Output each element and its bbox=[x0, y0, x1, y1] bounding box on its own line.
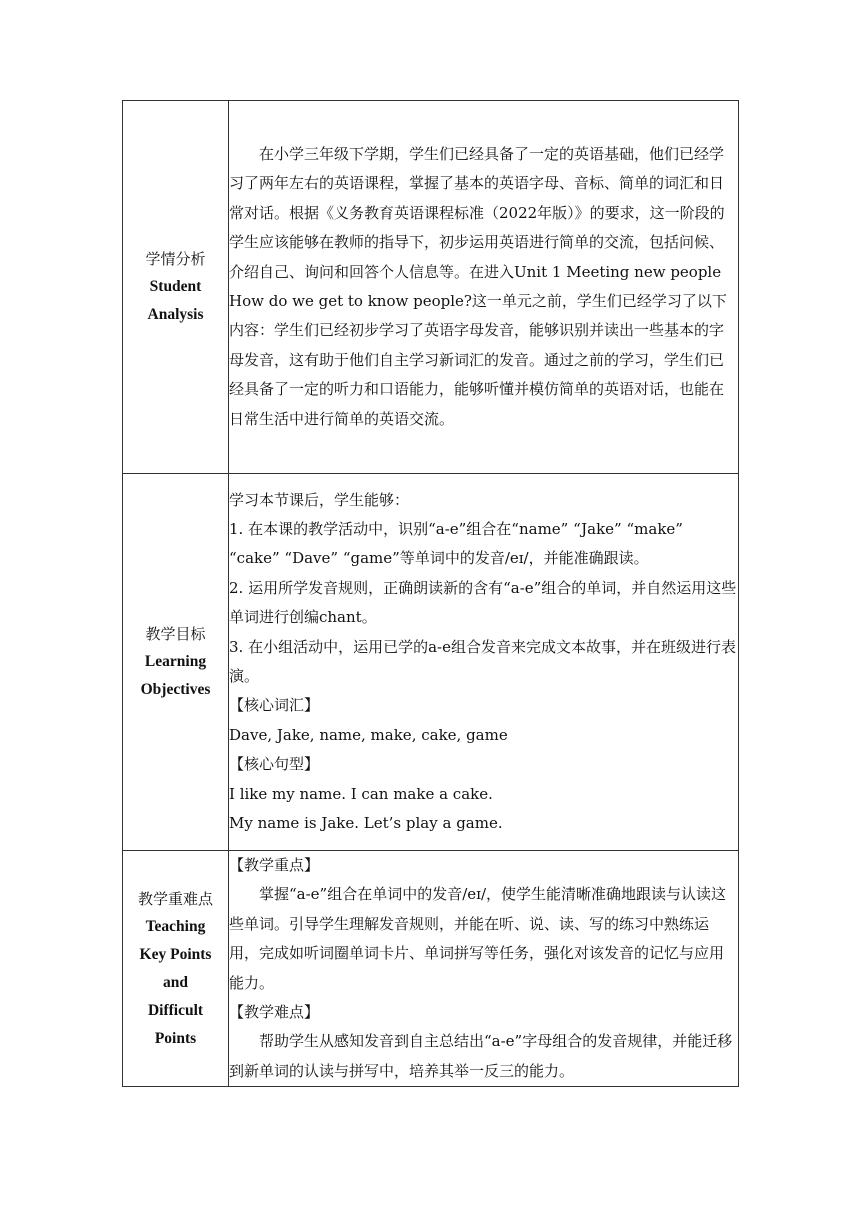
table-row-student-analysis bbox=[123, 101, 739, 474]
label-en-line: and bbox=[163, 973, 188, 991]
key-points-text: 掌握“a-e”组合在单词中的发音/eɪ/，使学生能清晰准确地跟读与认读这些单词。引导学生理解发音规则，并能在听、说、读、写的练习中熟练运用，完成如听词圈单词卡片、单词拼写等任务，强化对该发音的记忆与应用能力。 bbox=[229, 885, 727, 992]
table-row-key-difficult-points bbox=[123, 851, 739, 1087]
analysis-paragraph: 在小学三年级下学期，学生们已经具备了一定的英语基础，他们已经学习了两年左右的英语课程，掌握了基本的英语字母、音标、简单的词汇和日常对话。根据《义务教育英语课程标准（2022年版）》的要求，这一阶段的学生应该能够在教师的指导下，初步运用英语进行简单的交流，包括问候、介绍自己、询问和回答个人信息等。在进入Unit 1 Meeting new people How do we get to know people?这一单元之前，学生们已经学习了以下内容：学生们已经初步学习了英语字母发音，能够识别并读出一些基本的字母发音，这有助于他们自主学习新词汇的发音。通过之前的学习，学生们已经具备了一定的听力和口语能力，能够听懂并模仿简单的英语对话，也能在日常生活中进行简单的英语交流。 bbox=[229, 144, 727, 428]
label-cn: 教学重难点 bbox=[137, 889, 213, 908]
label-en-line: Teaching bbox=[145, 917, 206, 935]
key-points-heading: 【教学重点】 bbox=[229, 856, 320, 874]
row-label bbox=[123, 101, 229, 474]
label-en-line: Analysis bbox=[147, 306, 204, 323]
core-vocabulary-heading: 【核心词汇】 bbox=[229, 696, 320, 715]
label-en-line: Points bbox=[154, 1029, 197, 1047]
label-en-line: Objectives bbox=[140, 681, 211, 698]
row-label bbox=[123, 474, 229, 851]
label-en-line: Student bbox=[149, 278, 202, 295]
objective-item-2: 2. 运用所学发音规则，正确朗读新的含有“a-e”组合的单词，并自然运用这些单词进行创编chant。 bbox=[229, 578, 737, 627]
label-en-line: Learning bbox=[144, 653, 207, 670]
row-content bbox=[229, 474, 739, 851]
label-en-line: Difficult bbox=[147, 1001, 204, 1019]
objective-item-3: 3. 在小组活动中，运用已学的a-e组合发音来完成文本故事，并在班级进行表演。 bbox=[229, 637, 736, 685]
core-sentence-2: My name is Jake. Let’s play a game. bbox=[229, 814, 503, 833]
label-cn: 教学目标 bbox=[145, 625, 206, 643]
row-content bbox=[229, 851, 739, 1087]
label-en-line: Key Points bbox=[139, 945, 212, 963]
table-row-learning-objectives bbox=[123, 474, 739, 851]
difficult-points-text: 帮助学生从感知发音到自主总结出“a-e”字母组合的发音规律，并能迁移到新单词的认读与拼写中，培养其举一反三的能力。 bbox=[229, 1032, 733, 1080]
row-content bbox=[229, 101, 739, 474]
objectives-intro: 学习本节课后，学生能够： bbox=[229, 490, 410, 509]
core-vocabulary-list: Dave, Jake, name, make, cake, game bbox=[229, 725, 508, 744]
objective-item-1: 1. 在本课的教学活动中，识别“a-e”组合在“name” “Jake” “make” “cake” “Dave” “game”等单词中的发音/eɪ/，并能准确跟读。 bbox=[229, 519, 683, 568]
difficult-points-heading: 【教学难点】 bbox=[229, 1003, 320, 1022]
lesson-plan-table bbox=[122, 100, 739, 1087]
core-sentences-heading: 【核心句型】 bbox=[229, 755, 320, 774]
core-sentence-1: I like my name. I can make a cake. bbox=[229, 784, 493, 803]
label-cn: 学情分析 bbox=[145, 250, 206, 268]
row-label bbox=[123, 851, 229, 1087]
